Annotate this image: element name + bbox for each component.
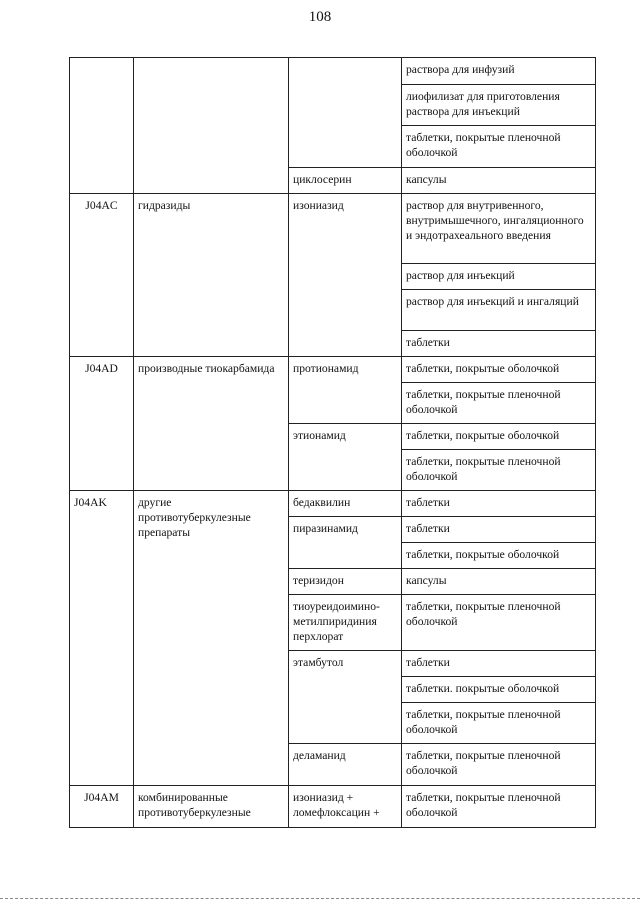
- drug-cell: теризидон: [289, 569, 402, 595]
- form-cell: таблетки, покрытые пленочной оболочкой: [402, 786, 596, 828]
- form-cell: таблетки. покрытые оболочкой: [402, 677, 596, 703]
- form-cell: таблетки, покрытые оболочкой: [402, 357, 596, 383]
- drug-cell: этионамид: [289, 424, 402, 491]
- atc-code-cell: [70, 58, 134, 194]
- group-cell: гидразиды: [134, 194, 289, 357]
- form-cell: раствор для инъекций: [402, 264, 596, 290]
- page-number: 108: [308, 9, 332, 25]
- drug-cell: бедаквилин: [289, 491, 402, 517]
- form-cell: лиофилизат для приготовления раствора для инъекций: [402, 85, 596, 126]
- form-cell: таблетки: [402, 651, 596, 677]
- form-cell: раствора для инфузий: [402, 58, 596, 85]
- table-row: [70, 58, 596, 85]
- form-cell: таблетки: [402, 517, 596, 543]
- form-cell: таблетки, покрытые оболочкой: [402, 424, 596, 450]
- form-cell: таблетки, покрытые пленочной оболочкой: [402, 450, 596, 491]
- table-row: [70, 194, 596, 264]
- group-cell: комбинированные противотуберкулезные: [134, 786, 289, 828]
- atc-code-cell: J04AD: [70, 357, 134, 491]
- atc-code-cell: J04AC: [70, 194, 134, 357]
- form-cell: таблетки, покрытые пленочной оболочкой: [402, 595, 596, 651]
- table-row: [70, 357, 596, 383]
- drug-cell: протионамид: [289, 357, 402, 424]
- table-row: [70, 786, 596, 828]
- atc-code-cell: J04AK: [70, 491, 134, 786]
- form-cell: раствор для внутривенного, внутримышечного, ингаляционного и эндотрахеального введения: [402, 194, 596, 264]
- drug-table: [69, 57, 596, 828]
- drug-cell: изониазид: [289, 194, 402, 357]
- drug-cell: циклосерин: [289, 168, 402, 194]
- form-cell: таблетки, покрытые пленочной оболочкой: [402, 126, 596, 168]
- drug-cell: тиоуреидоимино-метилпиридиния перхлорат: [289, 595, 402, 651]
- form-cell: раствор для инъекций и ингаляций: [402, 290, 596, 331]
- drug-cell: [289, 58, 402, 168]
- form-cell: таблетки, покрытые пленочной оболочкой: [402, 744, 596, 786]
- form-cell: таблетки: [402, 331, 596, 357]
- drug-cell: пиразинамид: [289, 517, 402, 569]
- drug-cell: деламанид: [289, 744, 402, 786]
- group-cell: производные тиокарбамида: [134, 357, 289, 491]
- atc-code-cell: J04AM: [70, 786, 134, 828]
- table-row: [70, 491, 596, 517]
- form-cell: капсулы: [402, 569, 596, 595]
- group-cell: [134, 58, 289, 194]
- form-cell: капсулы: [402, 168, 596, 194]
- group-cell: другие противотуберкулезные препараты: [134, 491, 289, 786]
- form-cell: таблетки, покрытые пленочной оболочкой: [402, 383, 596, 424]
- form-cell: таблетки, покрытые оболочкой: [402, 543, 596, 569]
- drug-cell: изониазид + ломефлоксацин +: [289, 786, 402, 828]
- form-cell: таблетки, покрытые пленочной оболочкой: [402, 703, 596, 744]
- drug-cell: этамбутол: [289, 651, 402, 744]
- form-cell: таблетки: [402, 491, 596, 517]
- page-bottom-divider: [0, 898, 640, 899]
